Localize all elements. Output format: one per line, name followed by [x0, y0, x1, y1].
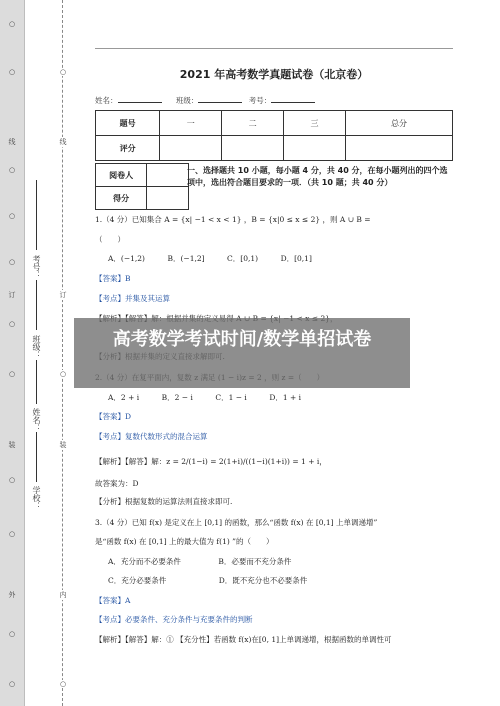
binding-mark: ○ [59, 370, 67, 378]
answer-statement: 故答案为：D [95, 479, 139, 488]
binding-mark: ○ [8, 68, 16, 76]
score-table-row [96, 136, 453, 161]
score-cell[interactable] [160, 136, 222, 161]
question-1-bracket: （ ） [95, 235, 125, 244]
question-3-options-ab: A．充分而不必要条件 B．必要而不充分条件 [108, 557, 292, 566]
knowledge-tag: 【考点】复数代数形式的混合运算 [95, 432, 208, 441]
binding-mark: ○ [8, 680, 16, 688]
question-2-options: A．2 + i B．2 − i C．1 − i D．1 + i [108, 393, 302, 402]
binding-mark: ○ [8, 212, 16, 220]
overlay-banner-text: 高考数学考试时间/数学单招试卷 [112, 329, 372, 350]
score-header-cell: 总分 [346, 111, 453, 136]
knowledge-tag: 【考点】必要条件、充分条件与充要条件的判断 [95, 615, 253, 624]
score-header-cell: 一 [160, 111, 222, 136]
section-heading: 一、选择题共 10 小题，每小题 4 分，共 40 分，在每小题列出的四个选项中，选出符合题目要求的一项．（共 10 题；共 40 分） [187, 166, 448, 187]
score-cell[interactable] [284, 136, 346, 161]
section-grader-box [95, 163, 189, 210]
binding-word: 装 [59, 441, 67, 449]
class-field-label: 班级： [32, 335, 41, 359]
number-field-label: 考号： [32, 255, 41, 279]
binding-mark: ○ [59, 68, 67, 76]
name-field-label: 姓名： [32, 408, 41, 432]
name-field-line [36, 360, 37, 404]
binding-mark: ○ [8, 630, 16, 638]
score-header-cell: 三 [284, 111, 346, 136]
binding-mark: ○ [8, 530, 16, 538]
answer-tag: 【答案】B [95, 274, 131, 283]
binding-word: 订 [8, 291, 16, 299]
binding-mark: ○ [8, 258, 16, 266]
analysis-text: 【分析】根据复数的运算法则直接求即可. [95, 497, 233, 506]
question-1-options: A．(−1,2) B．(−1,2] C．[0,1) D．[0,1] [108, 254, 312, 263]
knowledge-tag: 【考点】并集及其运算 [95, 294, 170, 303]
score-cell[interactable] [346, 136, 453, 161]
binding-mark: ○ [8, 320, 16, 328]
number-field-line [36, 180, 37, 250]
question-3: 3.（4 分）已知 f(x) 是定义在上 [0,1] 的函数，那么“函数 f(x) 在 [0,1] 上单调递增” [95, 518, 378, 527]
binding-word: 订 [59, 291, 67, 299]
outer-binding-column [4, 0, 20, 706]
binding-word: 外 [8, 591, 16, 599]
class-field-line [36, 280, 37, 330]
binding-word: 内 [59, 591, 67, 599]
binding-mark: ○ [8, 166, 16, 174]
answer-tag: 【答案】A [95, 596, 131, 605]
question-3-options-cd: C．充分必要条件 D．既不充分也不必要条件 [108, 576, 308, 585]
solution-text: 【解析】【解答】解：z = 2/(1−i) = 2(1+i)/((1−i)(1+i)) = 1 + i， [95, 457, 327, 466]
binding-word: 装 [8, 441, 16, 449]
score-cell[interactable] [222, 136, 284, 161]
answer-tag: 【答案】D [95, 412, 132, 421]
score-header-cell: 题号 [96, 111, 160, 136]
exam-title: 2021 年高考数学真题试卷（北京卷） [179, 68, 369, 81]
binding-word: 线 [8, 138, 16, 146]
section-score-cell[interactable] [147, 187, 189, 210]
binding-mark: ○ [8, 20, 16, 28]
score-table-header [96, 111, 453, 136]
solution-text: 【解析】【解答】解：① 【充分性】若函数 f(x)在[0, 1]上单调递增，根据函数的单调性可 [95, 635, 392, 644]
reviewer-cell[interactable] [147, 164, 189, 187]
number-label: 考号： [248, 96, 272, 105]
class-label: 班级： [175, 96, 199, 105]
paper-top-rule [95, 48, 453, 49]
number-input-line[interactable] [271, 102, 315, 103]
score-row-label: 评分 [96, 136, 160, 161]
class-input-line[interactable] [198, 102, 242, 103]
question-3-cont: 是“函数 f(x) 在 [0,1] 上的最大值为 f(1) ”的（ ） [95, 537, 274, 546]
score-table [95, 110, 453, 161]
school-field-line [36, 432, 37, 482]
binding-mark: ○ [59, 680, 67, 688]
reviewer-label: 阅卷人 [96, 164, 147, 187]
score-header-cell: 二 [222, 111, 284, 136]
candidate-info-row [95, 95, 315, 106]
school-field-label: 学校： [32, 486, 41, 510]
inner-binding-column [56, 0, 70, 706]
section-score-label: 得分 [96, 187, 147, 210]
binding-word: 线 [59, 138, 67, 146]
question-1: 1.（4 分）已知集合 A = {x| −1 < x < 1} ，B = {x|0 ≤ x ≤ 2} ，则 A ∪ B = [95, 215, 371, 224]
name-label: 姓名： [95, 96, 118, 105]
name-input-line[interactable] [118, 102, 162, 103]
binding-mark: ○ [8, 370, 16, 378]
binding-mark: ○ [8, 476, 16, 484]
